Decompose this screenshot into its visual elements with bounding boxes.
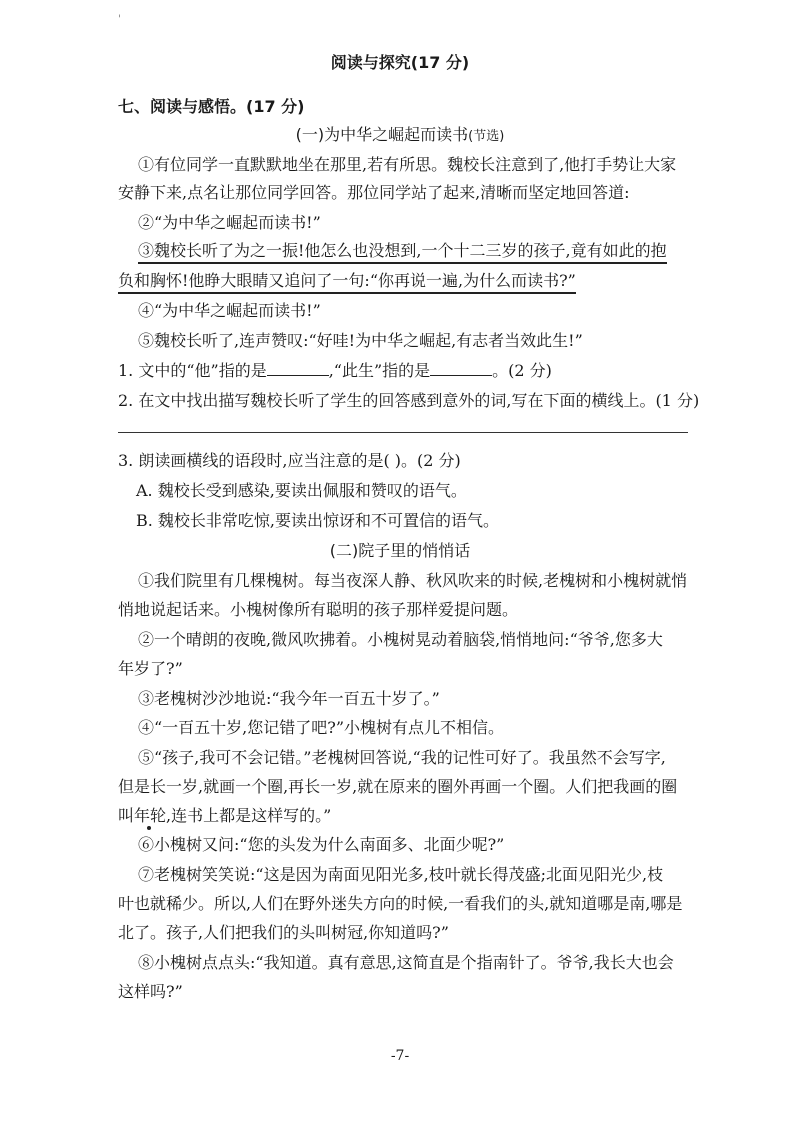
passage2-line: 年岁了?”	[118, 659, 183, 678]
question-2: 2. 在文中找出描写魏校长听了学生的回答感到意外的词,写在下面的横线上。(1 分)	[118, 391, 700, 410]
passage2-line: 悄地说起话来。小槐树像所有聪明的孩子那样爱提问题。	[118, 600, 519, 619]
passage2-line: ⑤“孩子,我可不会记错。”老槐树回答说,“我的记性可好了。我虽然不会写字,	[138, 748, 666, 767]
answer-line[interactable]	[118, 432, 688, 433]
question-1-part-c: 。(2 分)	[492, 361, 552, 380]
passage2-line: ③老槐树沙沙地说:“我今年一百五十岁了。”	[138, 689, 440, 708]
passage1-line: ⑤魏校长听了,连声赞叹:“好哇!为中华之崛起,有志者当效此生!”	[138, 331, 583, 350]
answer-blank-1[interactable]	[267, 361, 329, 376]
passage1-title	[0, 122, 800, 145]
passage1-line: ④“为中华之崛起而读书!”	[138, 301, 321, 320]
section-heading: 七、阅读与感悟。(17 分)	[118, 97, 305, 116]
passage2-line: 但是长一岁,就画一个圈,再长一岁,就在原来的圈外再画一个圈。人们把我画的圈	[118, 777, 678, 796]
passage2-line: ⑦老槐树笑笑说:“这是因为南面见阳光多,枝叶就长得茂盛;北面见阳光少,枝	[138, 865, 664, 884]
corner-mark: '	[118, 14, 121, 25]
passage1-title-text: (一)为中华之崛起而读书	[295, 125, 469, 144]
passage2-line: 叶也就稀少。所以,人们在野外迷失方向的时候,一看我们的头,就知道哪是南,哪是	[118, 894, 683, 913]
passage2-line: ④“一百五十岁,您记错了吧?”小槐树有点儿不相信。	[138, 718, 505, 737]
passage1-underlined-line	[138, 238, 718, 261]
question-3: 3. 朗读画横线的语段时,应当注意的是( )。(2 分)	[118, 451, 461, 470]
underlined-text: 负和胸怀!他睁大眼睛又追问了一句:“你再说一遍,为什么而读书?”	[118, 271, 576, 294]
emphasis-dot	[147, 826, 151, 830]
passage1-title-note: (节选)	[468, 129, 505, 144]
question-1	[118, 358, 698, 381]
page-title: 阅读与探究(17 分)	[330, 53, 470, 72]
passage1-line: ②“为中华之崛起而读书!”	[138, 213, 321, 232]
underlined-text: ③魏校长听了为之一振!他怎么也没想到,一个十二三岁的孩子,竟有如此的抱	[138, 241, 667, 264]
passage1-underlined-line	[118, 268, 698, 291]
passage1-line: ①有位同学一直默默地坐在那里,若有所思。魏校长注意到了,他打手势让大家	[138, 155, 677, 174]
option-b[interactable]: B. 魏校长非常吃惊,要读出惊讶和不可置信的语气。	[136, 511, 500, 530]
passage1-line: 安静下来,点名让那位同学回答。那位同学站了起来,清晰而坚定地回答道:	[118, 183, 630, 202]
passage2-line: ②一个晴朗的夜晚,微风吹拂着。小槐树晃动着脑袋,悄悄地问:“爷爷,您多大	[138, 630, 663, 649]
option-a[interactable]: A. 魏校长受到感染,要读出佩服和赞叹的语气。	[136, 481, 467, 500]
question-1-part-b: ,“此生”指的是	[328, 361, 431, 380]
answer-blank-2[interactable]	[430, 361, 492, 376]
passage2-title: (二)院子里的悄悄话	[329, 541, 471, 560]
passage2-line: ①我们院里有几棵槐树。每当夜深人静、秋风吹来的时候,老槐树和小槐树就悄	[138, 571, 688, 590]
page-number: -7-	[390, 1048, 410, 1064]
question-1-part-a: 1. 文中的“他”指的是	[118, 361, 267, 380]
passage2-line: ⑧小槐树点点头:“我知道。真有意思,这简直是个指南针了。爷爷,我长大也会	[138, 953, 674, 972]
passage2-line: 这样吗?”	[118, 982, 183, 1001]
passage2-line: 叫年轮,连书上都是这样写的。”	[118, 806, 332, 825]
passage2-line: 北了。孩子,人们把我们的头叫树冠,你知道吗?”	[118, 923, 449, 942]
passage2-line: ⑥小槐树又问:“您的头发为什么南面多、北面少呢?”	[138, 835, 505, 854]
